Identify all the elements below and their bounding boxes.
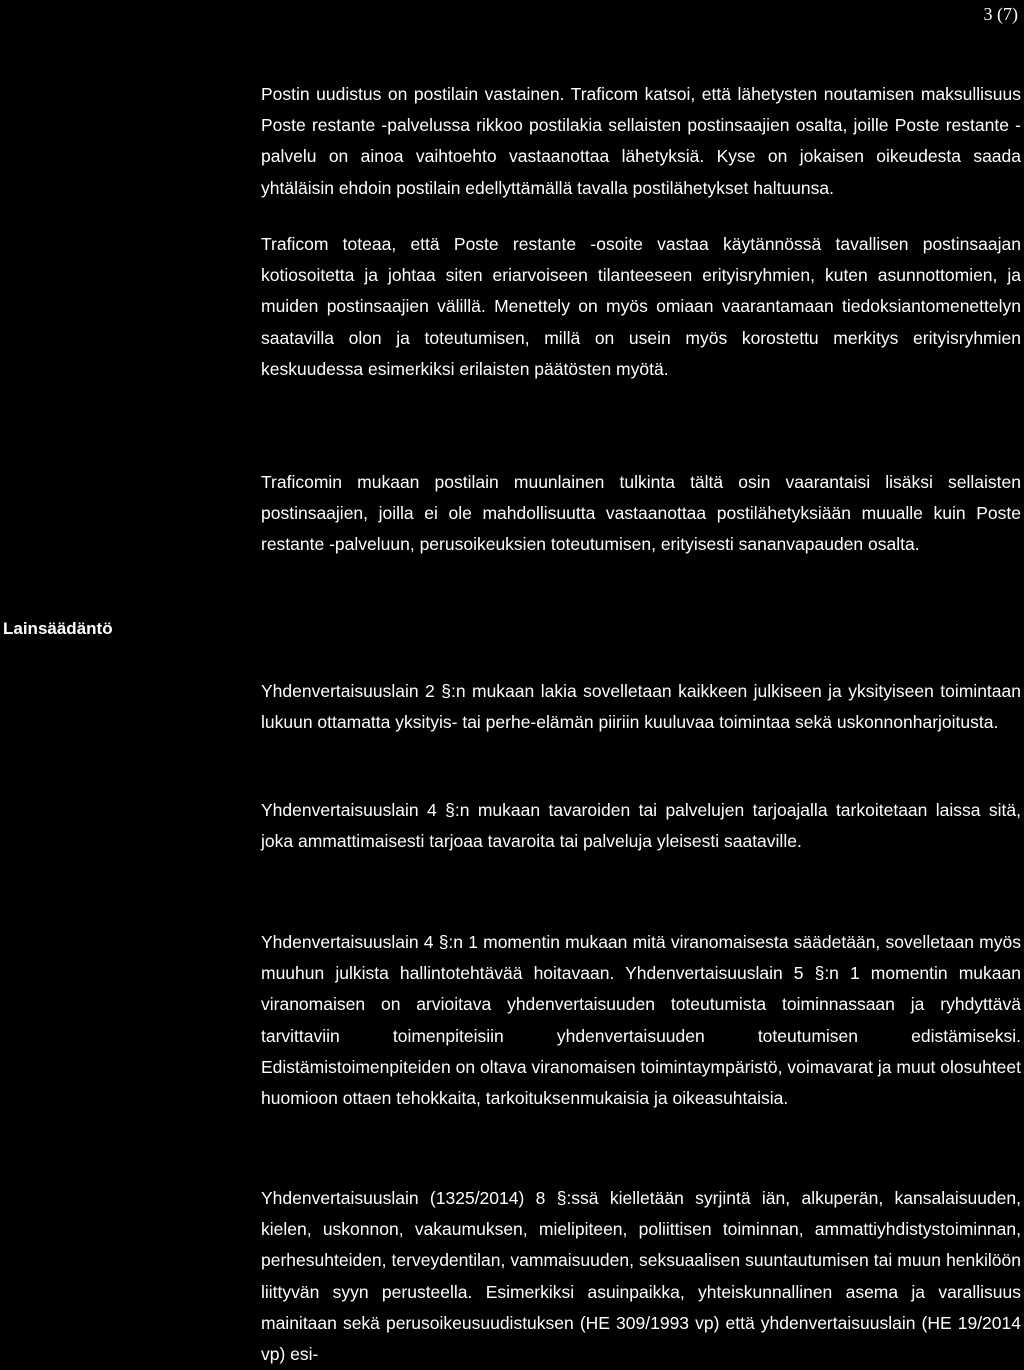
paragraph-equality-act-8: Yhdenvertaisuuslain (1325/2014) 8 §:ssä kielletään syrjintä iän, alkuperän, kansalaisuuden, kielen, uskonnon, vakaumuksen, mielipiteen, poliittisen toiminnan, ammattiyhdistystoiminnan, perhesuhteiden, terveydentilan, vammaisuuden, seksuaalisen suuntautumisen tai muun henkilöön liittyvän syyn perusteella. Esimerkiksi asuinpaikka, yhteiskunnallinen asema ja varallisuus mainitaan sekä perusoikeusuudistuksen (HE 309/1993 vp) että yhdenvertaisuuslain (HE 19/2014 vp) esi- xyxy=(261,1188,1021,1365)
paragraph-equality-act-4: Yhdenvertaisuuslain 4 §:n mukaan tavaroiden tai palvelujen tarjoajalla tarkoitetaan laissa sitä, joka ammattimaisesti tarjoaa tavaroita tai palveluja yleisesti saataville. xyxy=(261,800,1021,852)
section-heading-legislation: Lainsäädäntö xyxy=(3,619,113,638)
paragraph-traficom-interpretation: Traficomin mukaan postilain muunlainen tulkinta tältä osin vaarantaisi lisäksi sellaisten postinsaajien, joilla ei ole mahdollisuutta vastaanottaa postilähetyksiään muualle kuin Poste restante -palveluun, perusoikeuksien toteutumisen, erityisesti sananvapauden osalta. xyxy=(261,472,1021,555)
paragraph-equality-act-2: Yhdenvertaisuuslain 2 §:n mukaan lakia sovelletaan kaikkeen julkiseen ja yksityiseen toimintaan lukuun ottamatta yksityis- tai perhe-elämän piiriin kuuluvaa toimintaa sekä uskonnonharjoitusta. xyxy=(261,681,1021,733)
paragraph-postal-reform: Postin uudistus on postilain vastainen. Traficom katsoi, että lähetysten noutamisen maksullisuus Poste restante -palvelussa rikkoo postilakia sellaisten postinsaajien osalta, joille Poste restante -palvelu on ainoa vaihtoehto vastaanottaa lähetyksiä. Kyse on jokaisen oikeudesta saada yhtäläisin ehdoin postilain edellyttämällä tavalla postilähetykset haltuunsa. xyxy=(261,84,1021,198)
page-number: 3 (7) xyxy=(983,4,1018,24)
paragraph-equality-act-authority: Yhdenvertaisuuslain 4 §:n 1 momentin mukaan mitä viranomaisesta säädetään, sovelletaan myös muuhun julkista hallintotehtävää hoitavaan. Yhdenvertaisuuslain 5 §:n 1 momentin mukaan viranomaisen on arvioitava yhdenvertaisuuden toteutumista toiminnassaan ja ryhdyttävä tarvittaviin toimenpiteisiin yhdenvertaisuuden toteutumisen edistämiseksi. Edistämistoimenpiteiden on oltava viranomaisen toimintaympäristö, voimavarat ja muut olosuhteet huomioon ottaen tehokkaita, tarkoituksenmukaisia ja oikeasuhtaisia. xyxy=(261,932,1021,1109)
paragraph-traficom-address: Traficom toteaa, että Poste restante -osoite vastaa käytännössä tavallisen postinsaajan kotiosoitetta ja johtaa siten eriarvoiseen tilanteeseen erityisryhmien, kuten asunnottomien, ja muiden postinsaajien välillä. Menettely on myös omiaan vaarantamaan tiedoksiantomenettelyn saatavilla olon ja toteutumisen, millä on usein myös korostettu merkitys erityisryhmien keskuudessa esimerkiksi erilaisten päätösten myötä. xyxy=(261,234,1021,379)
